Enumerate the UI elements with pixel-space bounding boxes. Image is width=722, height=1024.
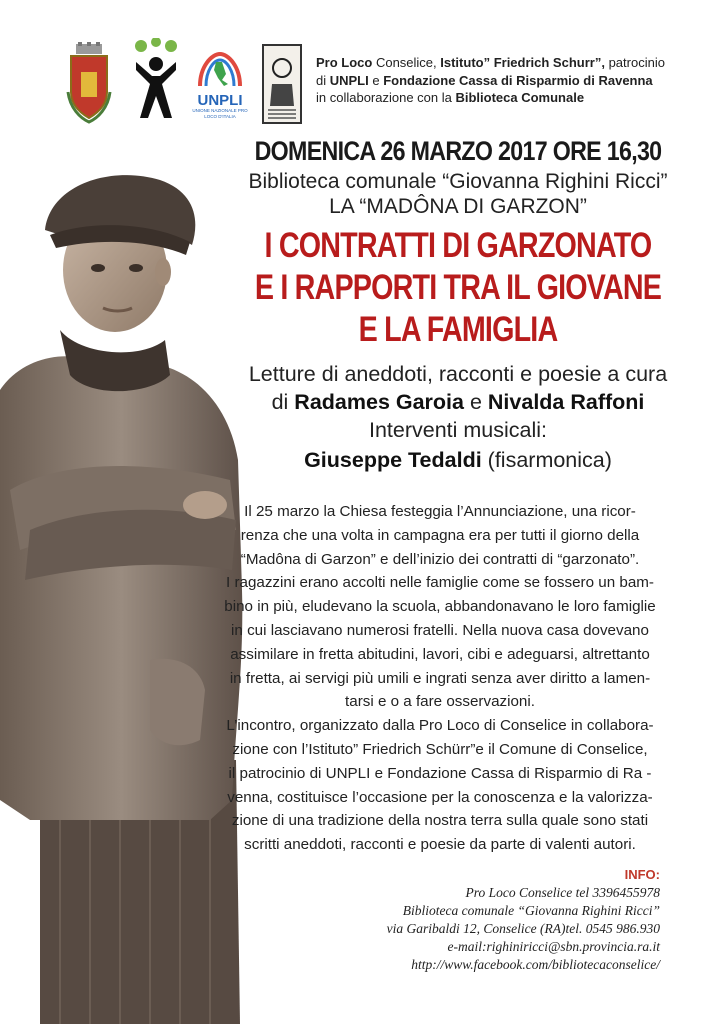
info-facebook-link[interactable]: http://www.facebook.com/bibliotecaconselice/ [411, 957, 660, 972]
unpli-caption: UNIONE NAZIONALE PRO LOCO D'ITALIA [192, 108, 248, 119]
subtitle-line-3: Interventi musicali: [368, 418, 548, 442]
body-line: zione di una tradizione della nostra terra sulla quale sono stati [231, 812, 649, 830]
sponsor-patrocinio: patrocinio [604, 55, 665, 70]
info-address: via Garibaldi 12, Conselice (RA)tel. 0545 986.930 [386, 921, 660, 936]
istituto-schurr-emblem-icon [262, 44, 302, 124]
info-biblioteca: Biblioteca comunale “Giovanna Righini Ricci” [402, 903, 660, 918]
body-line: bino in più, eludevano la scuola, abbandonavano le loro famiglie [224, 598, 656, 616]
sponsor-line-1 [316, 54, 716, 72]
body-text [200, 500, 680, 857]
body-line: scritti aneddoti, racconti e poesie da parte di valenti autori. [244, 836, 636, 854]
body-line: L’incontro, organizzato dalla Pro Loco di Conselice in collabora- [226, 717, 654, 735]
body-line: tarsi e o a fare osservazioni. [345, 693, 535, 711]
sponsor-proloco: Pro Loco [316, 55, 373, 70]
sponsor-block [316, 54, 716, 107]
body-line: il patrocinio di UNPLI e Fondazione Cassa di Risparmio di Ra - [228, 764, 652, 782]
body-line: in fretta, ai servigi più umili e ingrati senza aver diritto a lamen- [229, 669, 651, 687]
body-line: Il 25 marzo la Chiesa festeggia l’Annunciazione, una ricor- [244, 503, 636, 520]
body-line: assimilare in fretta abitudini, lavori, cibi e adeguarsi, altrettanto [230, 645, 650, 663]
title-line-3: E LA FAMIGLIA [358, 310, 558, 349]
italy-map-icon [192, 48, 248, 88]
title-line-1: I CONTRATTI DI GARZONATO [264, 226, 652, 265]
body-line: zione con l’Istituto” Friedrich Schürr”e il Comune di Conselice, [232, 740, 648, 758]
body-line: renza che una volta in campagna era per tutti il giorno della [240, 526, 640, 544]
body-line: I ragazzini erano accolti nelle famiglie come se fossero un bam- [226, 574, 654, 592]
sponsor-istituto: Istituto” Friedrich Schurr”, [440, 55, 605, 70]
body-line: “Madôna di Garzon” e dell’inizio dei contratti di “garzonato”. [240, 550, 640, 568]
body-line: venna, costituisce l’occasione per la conoscenza e la valorizza- [227, 788, 653, 806]
sponsor-fondazione: Fondazione Cassa di Risparmio di Ravenna [383, 72, 653, 88]
sponsor-line-2 [316, 72, 716, 90]
sponsor-conselice: Conselice, [372, 55, 441, 70]
sponsor-biblioteca: Biblioteca Comunale [455, 90, 585, 105]
subtitle-di: di [271, 390, 295, 414]
sponsor-e: e [368, 72, 384, 88]
comune-coat-of-arms-icon [66, 42, 112, 124]
event-date: DOMENICA 26 MARZO 2017 ORE 16,30 [254, 136, 662, 166]
reader-1: Radames Garoia [294, 390, 464, 414]
title-line-2: E I RAPPORTI TRA IL GIOVANE [254, 268, 662, 307]
unpli-name: UNPLI [197, 92, 243, 109]
subtitle-line-4 [200, 448, 716, 473]
info-email[interactable]: e-mail:righiniricci@sbn.provincia.ra.it [447, 939, 660, 954]
reader-2: Nivalda Raffoni [487, 390, 645, 414]
subtitle-and: e [464, 390, 488, 414]
event-venue: Biblioteca comunale “Giovanna Righini Ricci” [248, 170, 668, 193]
info-block [387, 866, 660, 974]
subtitle-line-2 [200, 390, 716, 415]
musician-name: Giuseppe Tedaldi [304, 448, 482, 472]
body-line: in cui lasciavano numerosi fratelli. Nella nuova casa dovevano [231, 621, 649, 639]
info-heading: INFO: [624, 867, 660, 882]
sponsor-unpli: UNPLI [329, 72, 369, 88]
pro-loco-figure-icon [132, 38, 180, 124]
sponsor-collab: in collaborazione con la [316, 90, 456, 105]
musician-instrument: (fisarmonica) [481, 448, 612, 472]
subtitle-line-1: Letture di aneddoti, racconti e poesie a cura [248, 362, 668, 386]
unpli-logo [188, 48, 252, 122]
event-room: LA “MADÔNA DI GARZON” [329, 195, 587, 218]
info-proloco-phone: Pro Loco Conselice tel 3396455978 [465, 885, 660, 900]
sponsor-line-3 [316, 89, 716, 107]
sponsor-di: di [316, 72, 330, 88]
